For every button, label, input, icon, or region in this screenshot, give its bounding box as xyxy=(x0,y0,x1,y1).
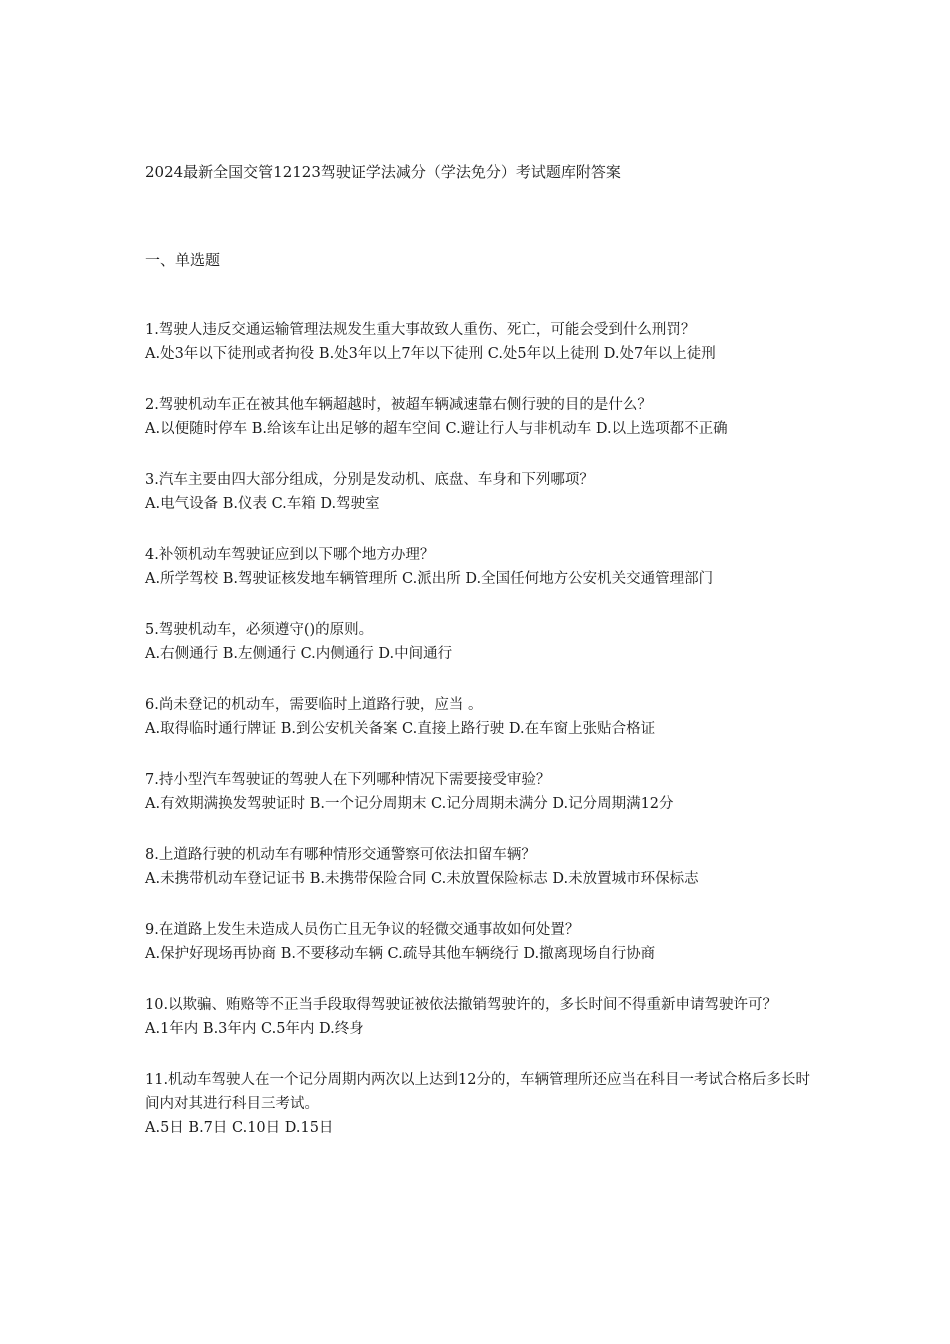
question-item xyxy=(145,693,815,741)
question-item xyxy=(145,318,815,366)
question-options: A.1年内 B.3年内 C.5年内 D.终身 xyxy=(145,1021,364,1037)
question-item xyxy=(145,468,815,516)
question-options: A.右侧通行 B.左侧通行 C.内侧通行 D.中间通行 xyxy=(145,646,453,662)
question-stem: 10.以欺骗、贿赂等不正当手段取得驾驶证被依法撤销驾驶许的，多长时间不得重新申请驾驶许可？ xyxy=(145,997,778,1013)
question-stem: 11.机动车驾驶人在一个记分周期内两次以上达到12分的，车辆管理所还应当在科目一考试合格后多长时间内对其进行科目三考试。 xyxy=(145,1072,811,1112)
question-options: A.有效期满换发驾驶证时 B.一个记分周期末 C.记分周期未满分 D.记分周期满12分 xyxy=(145,796,674,812)
question-options: A.以便随时停车 B.给该车让出足够的超车空间 C.避让行人与非机动车 D.以上选项都不正确 xyxy=(145,421,728,437)
question-stem: 4.补领机动车驾驶证应到以下哪个地方办理？ xyxy=(145,547,435,563)
question-item xyxy=(145,768,815,816)
question-stem: 1.驾驶人违反交通运输管理法规发生重大事故致人重伤、死亡，可能会受到什么刑罚？ xyxy=(145,322,696,338)
question-item xyxy=(145,618,815,666)
question-options: A.未携带机动车登记证书 B.未携带保险合同 C.未放置保险标志 D.未放置城市环保标志 xyxy=(145,871,699,887)
question-item xyxy=(145,918,815,966)
section-heading: 一、单选题 xyxy=(145,251,221,269)
question-stem: 3.汽车主要由四大部分组成，分别是发动机、底盘、车身和下列哪项？ xyxy=(145,472,594,488)
question-stem: 7.持小型汽车驾驶证的驾驶人在下列哪种情况下需要接受审验？ xyxy=(145,772,551,788)
question-item xyxy=(145,993,815,1041)
question-item xyxy=(145,843,815,891)
question-options: A.处3年以下徒刑或者拘役 B.处3年以上7年以下徒刑 C.处5年以上徒刑 D.处7年以上徒刑 xyxy=(145,346,716,362)
question-options: A.电气设备 B.仪表 C.车箱 D.驾驶室 xyxy=(145,496,380,512)
question-options: A.所学驾校 B.驾驶证核发地车辆管理所 C.派出所 D.全国任何地方公安机关交通管理部门 xyxy=(145,571,714,587)
question-item xyxy=(145,393,815,441)
question-stem: 9.在道路上发生未造成人员伤亡且无争议的轻微交通事故如何处置？ xyxy=(145,922,580,938)
question-options: A.保护好现场再协商 B.不要移动车辆 C.疏导其他车辆绕行 D.撤离现场自行协商 xyxy=(145,946,656,962)
question-stem: 6.尚未登记的机动车，需要临时上道路行驶，应当 。 xyxy=(145,697,483,713)
document-title: 2024最新全国交管12123驾驶证学法减分（学法免分）考试题库附答案 xyxy=(145,163,621,181)
question-item xyxy=(145,1068,815,1140)
question-item xyxy=(145,543,815,591)
question-stem: 2.驾驶机动车正在被其他车辆超越时，被超车辆减速靠右侧行驶的目的是什么？ xyxy=(145,397,652,413)
question-stem: 8.上道路行驶的机动车有哪种情形交通警察可依法扣留车辆？ xyxy=(145,847,536,863)
question-list xyxy=(145,318,815,1167)
question-stem: 5.驾驶机动车，必须遵守()的原则。 xyxy=(145,622,374,638)
question-options: A.取得临时通行牌证 B.到公安机关备案 C.直接上路行驶 D.在车窗上张贴合格证 xyxy=(145,721,656,737)
question-options: A.5日 B.7日 C.10日 D.15日 xyxy=(145,1120,334,1136)
